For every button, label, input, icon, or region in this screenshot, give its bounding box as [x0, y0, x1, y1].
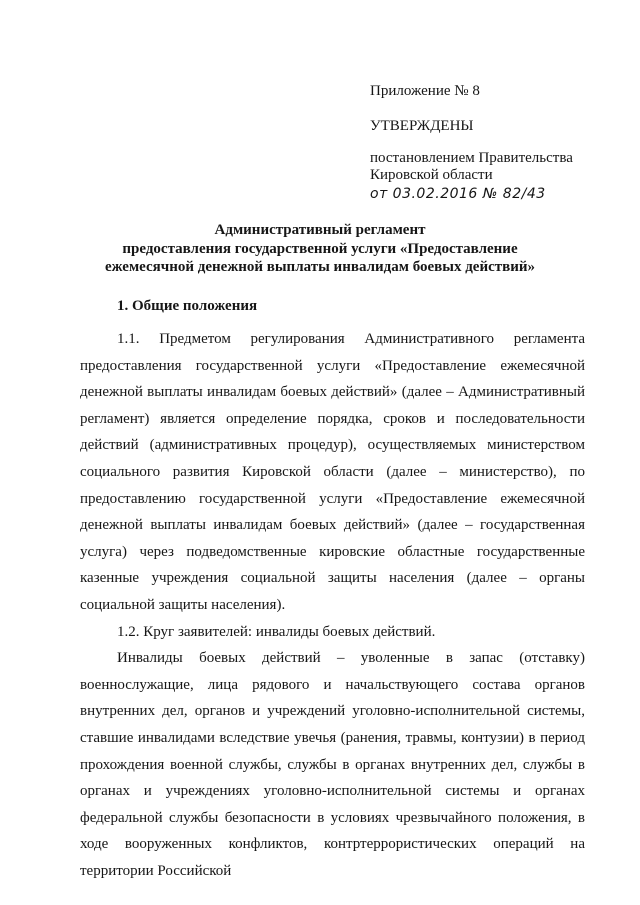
- section-heading: 1. Общие положения: [117, 298, 258, 314]
- decree-line-2: Кировской области: [370, 167, 493, 183]
- title-line-3: ежемесячной денежной выплаты инвалидам боевых действий»: [104, 259, 536, 275]
- title-line-2: предоставления государственной услуги «Предоставление: [122, 240, 518, 257]
- decree-reference: [370, 150, 620, 203]
- approval-stamp-block: [370, 82, 620, 203]
- decree-date-number: от 03.02.2016 № 82/43: [370, 186, 546, 202]
- annex-number: Приложение № 8: [370, 83, 480, 99]
- title-line-1: Административный регламент: [214, 222, 426, 238]
- paragraph-definition: Инвалиды боевых действий – уволенные в запас (отставку) военнослужащие, лица рядового и начальствующего состава органов внутренних дел, органов и учреждений уголовно-исполнительной системы, ставшие инвалидами вследствие увечья (ранения, травмы, контузии) в период прохождения военной службы, службы в органах внутренних дел, службы в органах и учреждениях уголовно-исполнительной системы и органах федеральной службы безопасности в условиях чрезвычайного положения, в ходе вооруженных конфликтов, контртеррористических операций на территории Российской: [80, 650, 585, 879]
- paragraph-1-2: 1.2. Круг заявителей: инвалиды боевых действий.: [117, 623, 436, 640]
- paragraph-1-1: 1.1. Предметом регулирования Административного регламента предоставления государственной услуги «Предоставление ежемесячной денежной выплаты инвалидам боевых действий» (далее – Административный регламент) является определение порядка, сроков и последовательности действий (административных процедур), осуществляемых министерством социального развития Кировской области (далее – министерство), по предоставлению государственной услуги «Предоставление ежемесячной денежной выплаты инвалидам боевых действий» (далее – государственная услуга) через подведомственные кировские областные государственные казенные учреждения социальной защиты населения (далее – органы социальной защиты населения).: [80, 331, 585, 613]
- section-body: [80, 326, 585, 884]
- decree-line-1: постановлением Правительства: [370, 150, 573, 166]
- document-title: [40, 221, 600, 277]
- approved-label: УТВЕРЖДЕНЫ: [370, 118, 474, 134]
